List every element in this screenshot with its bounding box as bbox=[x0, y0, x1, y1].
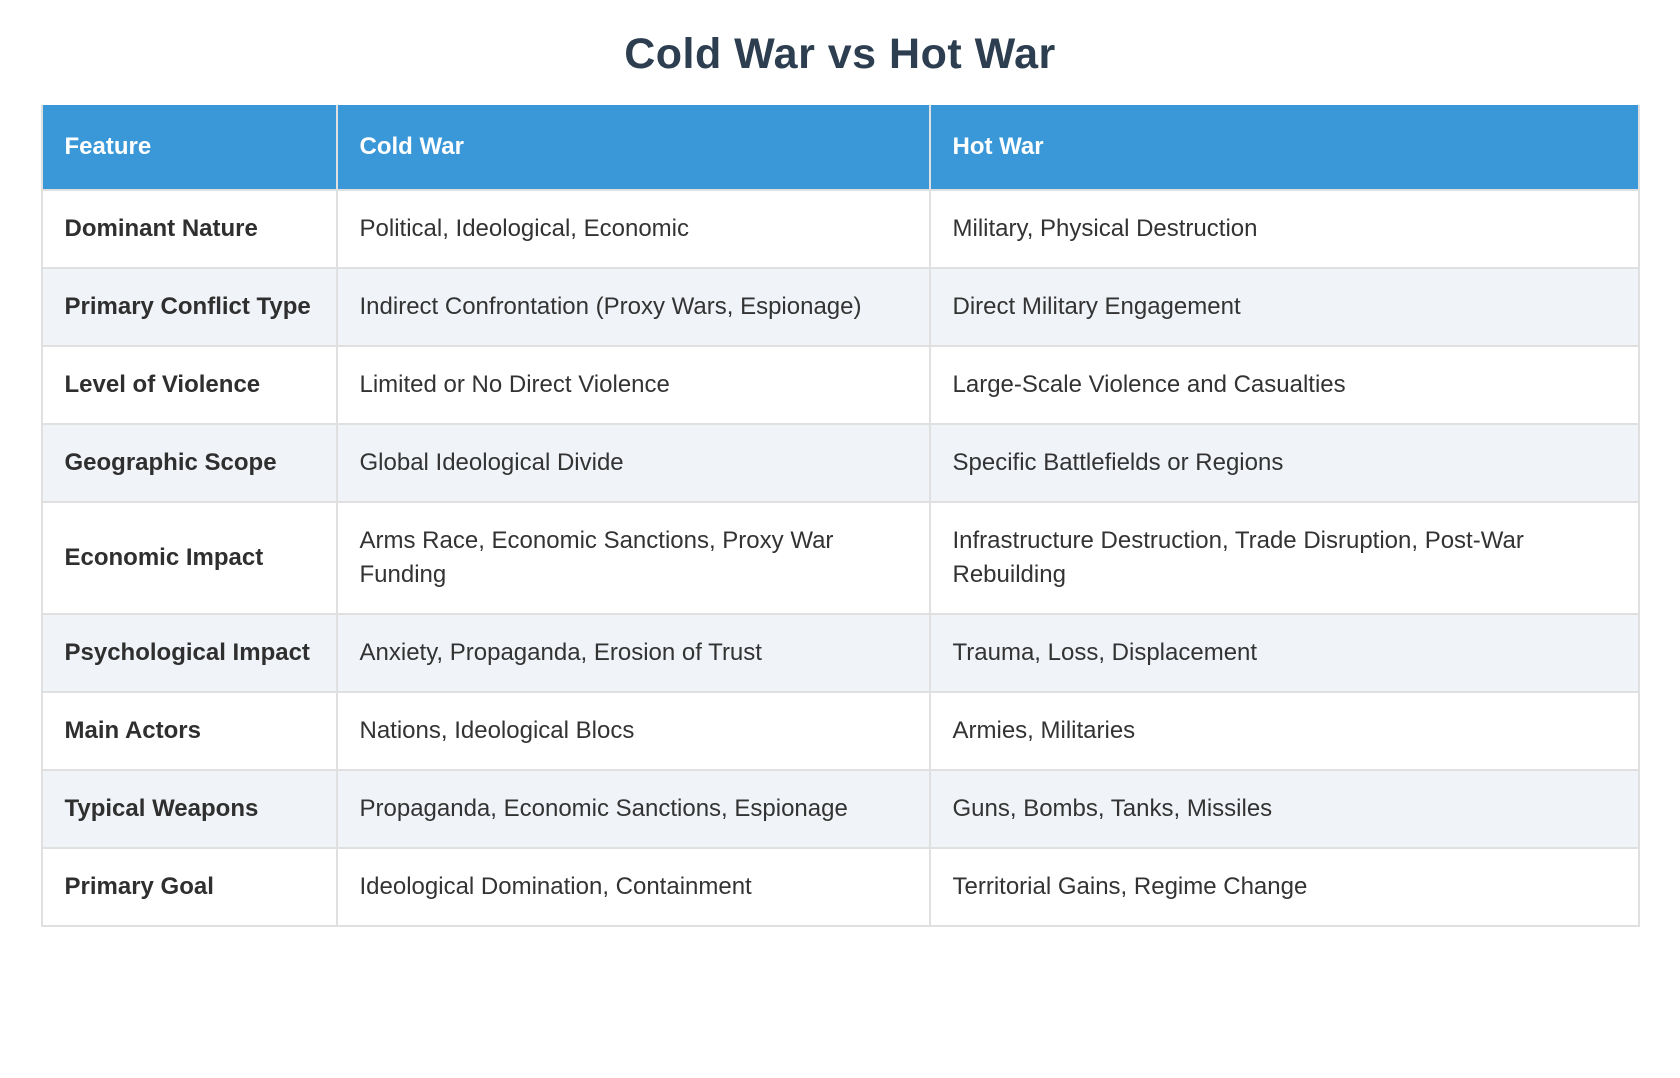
cell-hot-war: Trauma, Loss, Displacement bbox=[930, 614, 1639, 692]
cell-hot-war: Infrastructure Destruction, Trade Disruption, Post-War Rebuilding bbox=[930, 502, 1639, 614]
table-row bbox=[42, 346, 1639, 424]
table-row bbox=[42, 692, 1639, 770]
cell-cold-war: Arms Race, Economic Sanctions, Proxy War Funding bbox=[337, 502, 930, 614]
feature-cell: Economic Impact bbox=[42, 502, 337, 614]
table-row bbox=[42, 190, 1639, 268]
header-row bbox=[42, 105, 1639, 190]
feature-cell: Psychological Impact bbox=[42, 614, 337, 692]
cell-cold-war: Ideological Domination, Containment bbox=[337, 848, 930, 926]
feature-cell: Primary Conflict Type bbox=[42, 268, 337, 346]
cell-hot-war: Armies, Militaries bbox=[930, 692, 1639, 770]
cell-cold-war: Global Ideological Divide bbox=[337, 424, 930, 502]
cell-cold-war: Propaganda, Economic Sanctions, Espionage bbox=[337, 770, 930, 848]
table-header bbox=[42, 105, 1639, 190]
cell-cold-war: Nations, Ideological Blocs bbox=[337, 692, 930, 770]
feature-cell: Primary Goal bbox=[42, 848, 337, 926]
feature-cell: Level of Violence bbox=[42, 346, 337, 424]
feature-cell: Main Actors bbox=[42, 692, 337, 770]
cell-hot-war: Military, Physical Destruction bbox=[930, 190, 1639, 268]
column-header-hot-war: Hot War bbox=[930, 105, 1639, 190]
cell-cold-war: Anxiety, Propaganda, Erosion of Trust bbox=[337, 614, 930, 692]
cell-hot-war: Territorial Gains, Regime Change bbox=[930, 848, 1639, 926]
cell-hot-war: Direct Military Engagement bbox=[930, 268, 1639, 346]
feature-cell: Geographic Scope bbox=[42, 424, 337, 502]
page bbox=[0, 30, 1680, 927]
comparison-table bbox=[41, 105, 1640, 927]
cell-hot-war: Large-Scale Violence and Casualties bbox=[930, 346, 1639, 424]
column-header-feature: Feature bbox=[42, 105, 337, 190]
table-row bbox=[42, 614, 1639, 692]
table-row bbox=[42, 848, 1639, 926]
feature-cell: Typical Weapons bbox=[42, 770, 337, 848]
cell-hot-war: Specific Battlefields or Regions bbox=[930, 424, 1639, 502]
table-row bbox=[42, 424, 1639, 502]
cell-hot-war: Guns, Bombs, Tanks, Missiles bbox=[930, 770, 1639, 848]
table-row bbox=[42, 268, 1639, 346]
feature-cell: Dominant Nature bbox=[42, 190, 337, 268]
cell-cold-war: Political, Ideological, Economic bbox=[337, 190, 930, 268]
table-row bbox=[42, 502, 1639, 614]
page-title: Cold War vs Hot War bbox=[624, 30, 1056, 78]
column-header-cold-war: Cold War bbox=[337, 105, 930, 190]
cell-cold-war: Indirect Confrontation (Proxy Wars, Espionage) bbox=[337, 268, 930, 346]
table-body bbox=[42, 190, 1639, 926]
cell-cold-war: Limited or No Direct Violence bbox=[337, 346, 930, 424]
table-row bbox=[42, 770, 1639, 848]
